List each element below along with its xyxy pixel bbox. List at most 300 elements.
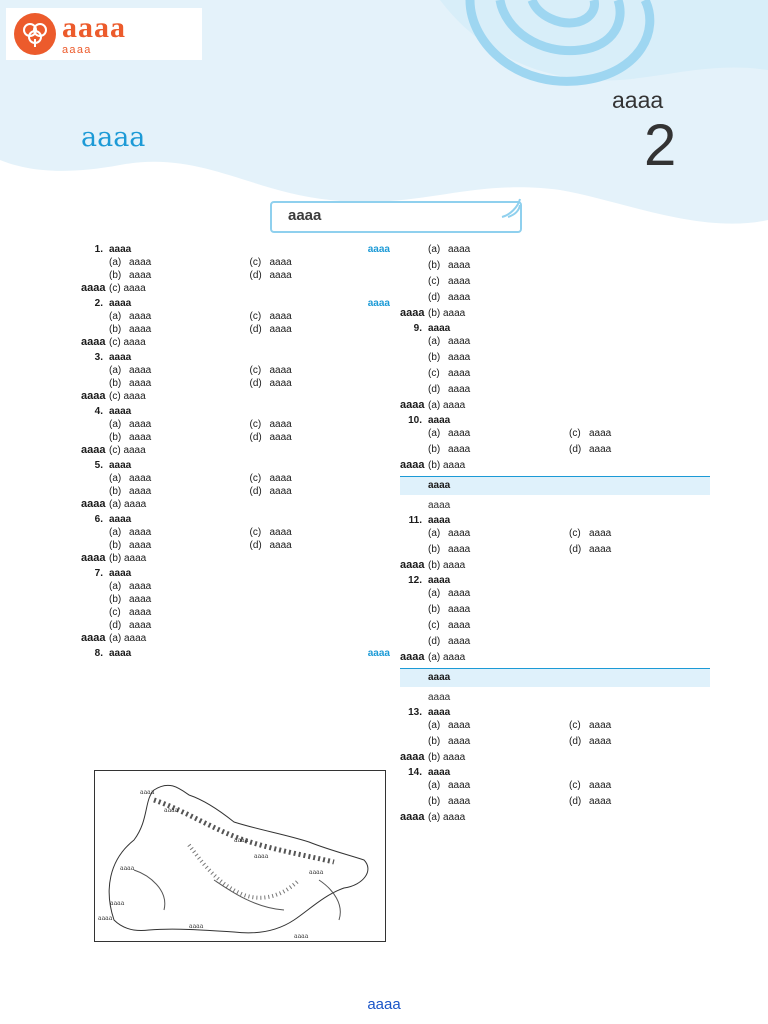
options	[428, 779, 710, 808]
option-item	[569, 543, 710, 556]
option-letter: (c)	[428, 620, 440, 631]
option-letter: (a)	[428, 588, 441, 599]
option-letter: (c)	[249, 473, 262, 484]
option-row	[428, 543, 710, 556]
explanation-text: aaaa	[428, 500, 451, 511]
options	[109, 256, 390, 282]
option-item	[428, 603, 710, 616]
question-row	[400, 706, 710, 719]
option-item	[569, 427, 710, 440]
option-item	[428, 719, 569, 732]
question-text: aaaa	[109, 298, 132, 309]
answer-label: aaaa	[81, 444, 106, 456]
option-item	[250, 323, 391, 336]
answer-label: aaaa	[400, 559, 425, 571]
option-item	[250, 418, 391, 431]
question-row	[400, 322, 710, 335]
option-item	[428, 259, 710, 272]
map-label: aaaa	[309, 869, 324, 876]
option-text: aaaa	[269, 324, 292, 335]
option-text: aaaa	[589, 720, 612, 731]
answer-text: (b) aaaa	[428, 560, 466, 571]
option-item	[250, 364, 391, 377]
option-item	[569, 443, 710, 456]
option-row	[428, 719, 710, 732]
answer-text: (b) aaaa	[428, 308, 466, 319]
option-letter: (d)	[569, 444, 582, 455]
option-item	[428, 635, 710, 648]
option-text: aaaa	[448, 384, 471, 395]
answer-text: (c) aaaa	[109, 283, 146, 294]
option-item	[109, 418, 250, 431]
option-text: aaaa	[269, 473, 292, 484]
option-item	[428, 619, 710, 632]
answer-text: (a) aaaa	[428, 812, 466, 823]
option-text: aaaa	[448, 720, 471, 731]
option-text: aaaa	[448, 620, 471, 631]
option-text: aaaa	[589, 444, 612, 455]
answer-label: aaaa	[81, 336, 106, 348]
option-text: aaaa	[129, 486, 152, 497]
options	[109, 472, 390, 498]
options	[109, 580, 390, 632]
option-letter: (d)	[249, 378, 262, 389]
option-item	[428, 275, 710, 288]
answer-label: aaaa	[81, 498, 106, 510]
option-item	[428, 351, 710, 364]
option-item	[109, 377, 250, 390]
options	[109, 526, 390, 552]
answer-label: aaaa	[400, 751, 425, 763]
question-text: aaaa	[109, 648, 132, 659]
option-letter: (b)	[428, 736, 441, 747]
option-text: aaaa	[448, 588, 471, 599]
option-item	[250, 310, 391, 323]
answer-label: aaaa	[400, 651, 425, 663]
option-text: aaaa	[448, 336, 471, 347]
option-row	[109, 310, 390, 323]
option-item	[250, 485, 391, 498]
answer-row	[81, 444, 390, 457]
option-letter: (b)	[428, 260, 441, 271]
question-row	[81, 459, 390, 472]
option-item	[250, 431, 391, 444]
options	[428, 427, 710, 456]
option-item	[569, 795, 710, 808]
option-letter: (a)	[428, 336, 441, 347]
explanation-text: aaaa	[428, 692, 451, 703]
option-item	[109, 539, 250, 552]
answer-label: aaaa	[400, 307, 425, 319]
option-item	[428, 383, 710, 396]
option-item	[109, 606, 390, 619]
question-number: 5.	[94, 460, 103, 471]
option-text: aaaa	[269, 378, 292, 389]
question-number: 1.	[94, 244, 103, 255]
option-text: aaaa	[269, 527, 292, 538]
answer-row	[81, 336, 390, 349]
option-letter: (b)	[428, 352, 441, 363]
option-item	[250, 539, 391, 552]
question-text: aaaa	[109, 568, 132, 579]
option-text: aaaa	[129, 419, 152, 430]
option-item	[109, 364, 250, 377]
answer-row	[81, 282, 390, 295]
question-row	[81, 513, 390, 526]
option-letter: (c)	[569, 780, 581, 791]
map-label: aaaa	[110, 900, 125, 907]
question-row	[400, 766, 710, 779]
option-text: aaaa	[448, 780, 471, 791]
option-row	[109, 526, 390, 539]
option-item	[428, 291, 710, 304]
option-letter: (b)	[428, 604, 441, 615]
ncert-tag: aaaa	[367, 298, 390, 309]
option-letter: (a)	[109, 527, 122, 538]
option-letter: (d)	[109, 620, 122, 631]
option-letter: (b)	[109, 324, 122, 335]
option-letter: (a)	[428, 528, 441, 539]
answer-row	[400, 751, 710, 764]
option-text: aaaa	[269, 365, 292, 376]
option-letter: (a)	[428, 244, 441, 255]
option-text: aaaa	[448, 260, 471, 271]
map-label: aaaa	[254, 853, 269, 860]
options	[428, 243, 710, 304]
option-letter: (d)	[428, 636, 441, 647]
option-text: aaaa	[448, 244, 471, 255]
option-letter: (c)	[249, 365, 262, 376]
question-number: 14.	[408, 767, 422, 778]
option-text: aaaa	[448, 368, 471, 379]
footer-link[interactable]: aaaa	[367, 996, 401, 1013]
explanation-heading: aaaa	[400, 668, 710, 687]
option-letter: (d)	[428, 384, 441, 395]
option-letter: (d)	[569, 736, 582, 747]
option-text: aaaa	[129, 270, 152, 281]
option-item	[428, 427, 569, 440]
option-row	[109, 323, 390, 336]
option-letter: (b)	[109, 270, 122, 281]
option-row	[428, 443, 710, 456]
options	[428, 587, 710, 648]
answer-row	[400, 399, 710, 412]
option-item	[569, 527, 710, 540]
option-item	[250, 377, 391, 390]
question-text: aaaa	[428, 515, 451, 526]
option-row	[428, 735, 710, 748]
answer-text: (b) aaaa	[428, 460, 466, 471]
question-row	[81, 243, 390, 256]
option-letter: (c)	[249, 311, 262, 322]
question-text: aaaa	[428, 707, 451, 718]
question-number: 10.	[408, 415, 422, 426]
answer-label: aaaa	[81, 282, 106, 294]
option-letter: (c)	[428, 368, 440, 379]
option-item	[250, 526, 391, 539]
answer-label: aaaa	[400, 399, 425, 411]
option-text: aaaa	[589, 736, 612, 747]
option-item	[569, 779, 710, 792]
answer-row	[400, 307, 710, 320]
map-label: aaaa	[164, 807, 179, 814]
option-item	[109, 619, 390, 632]
option-letter: (a)	[428, 720, 441, 731]
option-row	[428, 795, 710, 808]
option-letter: (c)	[249, 527, 262, 538]
answer-text: (a) aaaa	[428, 400, 466, 411]
answer-row	[81, 632, 390, 645]
option-letter: (d)	[249, 324, 262, 335]
option-letter: (d)	[249, 270, 262, 281]
question-text: aaaa	[109, 514, 132, 525]
map-label: aaaa	[98, 915, 113, 922]
option-letter: (a)	[109, 473, 122, 484]
option-letter: (a)	[109, 419, 122, 430]
answer-text: (a) aaaa	[109, 633, 147, 644]
map-label: aaaa	[189, 923, 204, 930]
oswal-logo[interactable]	[6, 8, 202, 60]
option-text: aaaa	[129, 473, 152, 484]
answer-row	[400, 559, 710, 572]
option-letter: (d)	[249, 540, 262, 551]
option-text: aaaa	[269, 432, 292, 443]
option-text: aaaa	[448, 736, 471, 747]
ncert-tag: aaaa	[367, 244, 390, 255]
option-item	[569, 719, 710, 732]
option-letter: (b)	[109, 486, 122, 497]
options	[109, 418, 390, 444]
india-physiographic-map	[94, 770, 386, 942]
option-text: aaaa	[129, 324, 152, 335]
option-text: aaaa	[129, 607, 152, 618]
option-letter: (d)	[569, 796, 582, 807]
option-row	[109, 377, 390, 390]
option-text: aaaa	[589, 780, 612, 791]
option-letter: (b)	[428, 796, 441, 807]
question-number: 2.	[94, 298, 103, 309]
option-item	[250, 472, 391, 485]
question-text: aaaa	[109, 460, 132, 471]
answer-text: (a) aaaa	[109, 499, 147, 510]
option-letter: (a)	[109, 581, 122, 592]
option-text: aaaa	[448, 292, 471, 303]
question-row	[400, 574, 710, 587]
option-item	[109, 472, 250, 485]
answer-text: (c) aaaa	[109, 337, 146, 348]
ncert-tag: aaaa	[367, 648, 390, 659]
option-text: aaaa	[269, 257, 292, 268]
option-letter: (c)	[569, 428, 581, 439]
option-letter: (c)	[569, 720, 581, 731]
answer-row	[400, 651, 710, 664]
option-item	[250, 256, 391, 269]
options	[428, 527, 710, 556]
option-row	[428, 527, 710, 540]
option-item	[428, 779, 569, 792]
answer-text: (b) aaaa	[428, 752, 466, 763]
answer-row	[81, 552, 390, 565]
option-letter: (a)	[109, 311, 122, 322]
option-text: aaaa	[448, 796, 471, 807]
option-text: aaaa	[269, 540, 292, 551]
question-row	[400, 514, 710, 527]
answer-label: aaaa	[400, 459, 425, 471]
answer-label: aaaa	[81, 552, 106, 564]
question-text: aaaa	[428, 575, 451, 586]
question-text: aaaa	[428, 323, 451, 334]
option-item	[109, 323, 250, 336]
option-text: aaaa	[269, 419, 292, 430]
option-text: aaaa	[129, 378, 152, 389]
option-item	[109, 269, 250, 282]
question-row	[81, 567, 390, 580]
option-item	[428, 243, 710, 256]
option-text: aaaa	[129, 432, 152, 443]
explanation-heading: aaaa	[400, 476, 710, 495]
answer-text: (c) aaaa	[109, 445, 146, 456]
map-label: aaaa	[294, 933, 309, 940]
option-item	[109, 310, 250, 323]
question-number: 3.	[94, 352, 103, 363]
question-row	[81, 351, 390, 364]
options	[109, 310, 390, 336]
question-row	[400, 414, 710, 427]
option-text: aaaa	[269, 486, 292, 497]
answer-label: aaaa	[81, 632, 106, 644]
option-text: aaaa	[448, 604, 471, 615]
option-text: aaaa	[129, 365, 152, 376]
option-row	[428, 779, 710, 792]
question-row	[81, 405, 390, 418]
page-title: aaaa	[81, 122, 146, 153]
question-text: aaaa	[428, 415, 451, 426]
option-item	[250, 269, 391, 282]
option-text: aaaa	[589, 428, 612, 439]
option-text: aaaa	[589, 796, 612, 807]
option-item	[428, 335, 710, 348]
answer-row	[400, 811, 710, 824]
option-letter: (a)	[109, 257, 122, 268]
option-item	[428, 527, 569, 540]
question-text: aaaa	[109, 352, 132, 363]
option-item	[569, 735, 710, 748]
question-text: aaaa	[109, 406, 132, 417]
question-number: 4.	[94, 406, 103, 417]
option-letter: (a)	[109, 365, 122, 376]
question-text: aaaa	[109, 244, 132, 255]
option-text: aaaa	[589, 544, 612, 555]
question-row	[81, 297, 390, 310]
answer-text: (a) aaaa	[428, 652, 466, 663]
option-letter: (c)	[109, 607, 121, 618]
option-item	[428, 367, 710, 380]
option-row	[109, 539, 390, 552]
option-text: aaaa	[448, 276, 471, 287]
answer-row	[400, 459, 710, 472]
option-row	[109, 269, 390, 282]
chapter-label: aaaa	[612, 87, 664, 113]
option-item	[109, 526, 250, 539]
option-letter: (b)	[428, 444, 441, 455]
tree-icon	[14, 13, 56, 55]
option-item	[428, 735, 569, 748]
option-item	[428, 543, 569, 556]
question-number: 7.	[94, 568, 103, 579]
option-text: aaaa	[269, 311, 292, 322]
option-letter: (b)	[109, 594, 122, 605]
logo-brand: aaaa	[62, 10, 126, 44]
answer-row	[81, 390, 390, 403]
answer-text: (c) aaaa	[109, 391, 146, 402]
option-letter: (a)	[428, 780, 441, 791]
option-letter: (d)	[428, 292, 441, 303]
option-item	[109, 256, 250, 269]
option-text: aaaa	[589, 528, 612, 539]
left-column	[81, 241, 390, 660]
option-letter: (c)	[249, 257, 262, 268]
option-item	[109, 593, 390, 606]
option-text: aaaa	[129, 581, 152, 592]
option-item	[109, 431, 250, 444]
option-text: aaaa	[129, 620, 152, 631]
right-column	[400, 243, 710, 824]
option-letter: (b)	[109, 378, 122, 389]
option-item	[428, 443, 569, 456]
option-item	[428, 587, 710, 600]
answer-label: aaaa	[81, 390, 106, 402]
question-number: 8.	[94, 648, 103, 659]
logo-tagline: aaaa	[62, 43, 92, 56]
question-number: 13.	[408, 707, 422, 718]
option-letter: (b)	[109, 540, 122, 551]
option-text: aaaa	[129, 594, 152, 605]
section-banner	[270, 201, 522, 233]
option-text: aaaa	[129, 257, 152, 268]
option-letter: (c)	[428, 276, 440, 287]
option-item	[109, 485, 250, 498]
option-row	[109, 472, 390, 485]
option-text: aaaa	[448, 528, 471, 539]
option-text: aaaa	[129, 527, 152, 538]
option-item	[428, 795, 569, 808]
option-row	[109, 364, 390, 377]
option-text: aaaa	[448, 428, 471, 439]
option-row	[109, 418, 390, 431]
map-label: aaaa	[234, 837, 249, 844]
map-label: aaaa	[120, 865, 135, 872]
option-row	[428, 427, 710, 440]
question-number: 6.	[94, 514, 103, 525]
option-text: aaaa	[129, 540, 152, 551]
map-label: aaaa	[140, 789, 155, 796]
question-number: 9.	[413, 323, 422, 334]
option-letter: (d)	[249, 486, 262, 497]
option-item	[109, 580, 390, 593]
question-number: 12.	[408, 575, 422, 586]
chapter-number: 2	[644, 113, 677, 178]
option-letter: (a)	[428, 428, 441, 439]
option-letter: (c)	[249, 419, 262, 430]
options	[428, 719, 710, 748]
option-row	[109, 431, 390, 444]
banner-swirl-icon	[498, 195, 524, 221]
option-text: aaaa	[269, 270, 292, 281]
option-letter: (d)	[569, 544, 582, 555]
answer-label: aaaa	[400, 811, 425, 823]
option-text: aaaa	[448, 544, 471, 555]
options	[428, 335, 710, 396]
